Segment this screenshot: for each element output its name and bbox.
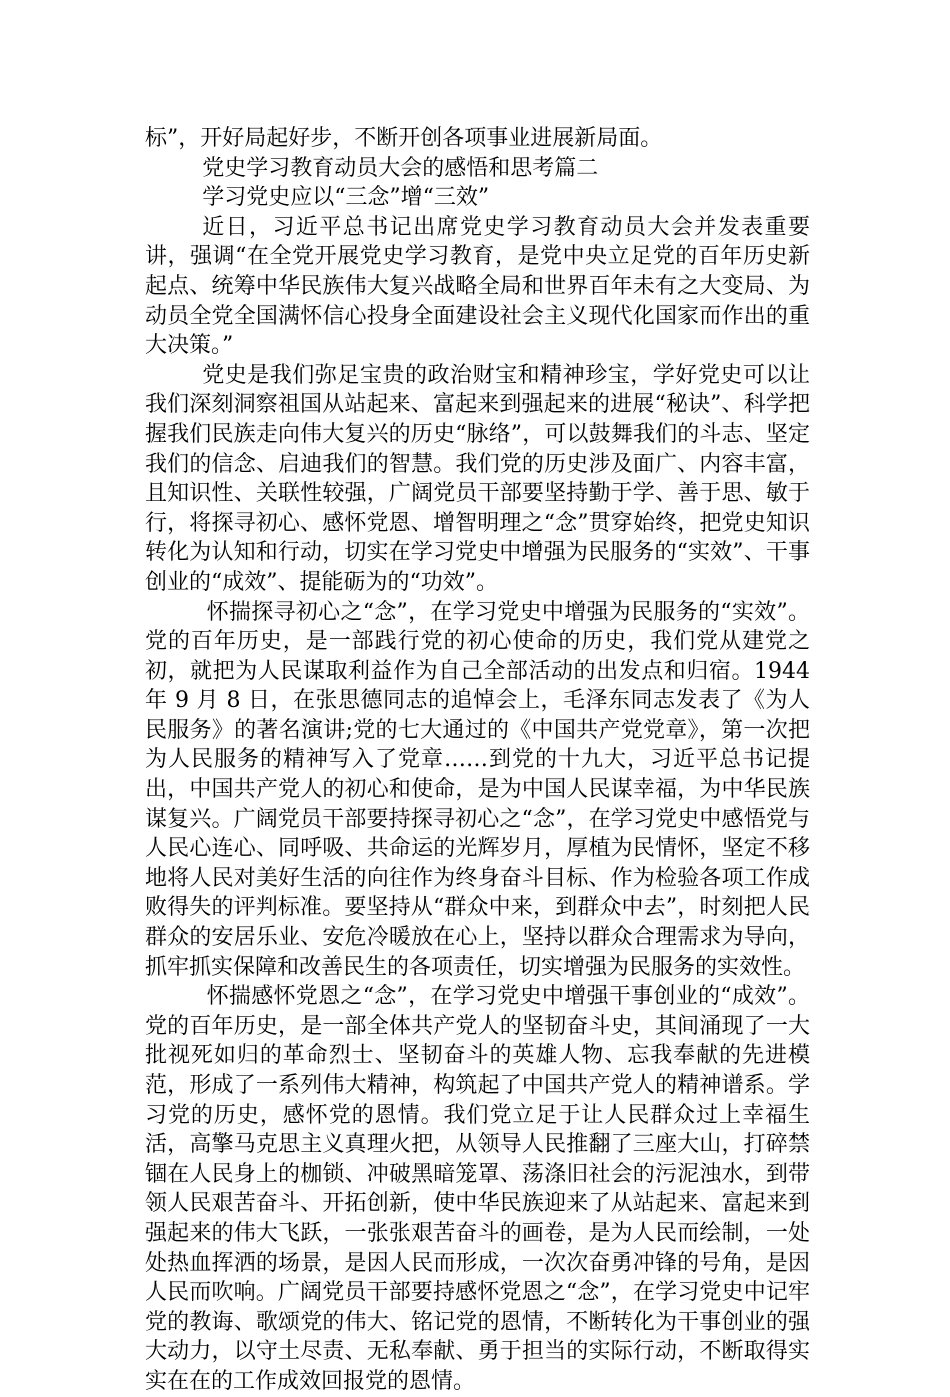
document-page: [145, 124, 810, 1397]
section-title: 党史学习教育动员大会的感悟和思考篇二: [202, 155, 599, 181]
continuation-paragraph: 标”，开好局起好步，不断开创各项事业进展新局面。: [145, 126, 663, 151]
body-paragraph: 党史是我们弥足宝贵的政治财宝和精神珍宝，学好党史可以让我们深刻洞察祖国从站起来、富起来到强起来的进展“秘诀”、科学把握我们民族走向伟大复兴的历史“脉络”，可以鼓舞我们的斗志、坚定我们的信念、启迪我们的智慧。我们党的历史涉及面广、内容丰富，且知识性、关联性较强，广阔党员干部要坚持勤于学、善于思、敏于行，将探寻初心、感怀党恩、增智明理之“念”贯穿始终，把党史知识转化为认知和行动，切实在学习党史中增强为民服务的“实效”、干事创业的“成效”、提能砺为的“功效”。: [145, 362, 810, 595]
body-paragraph: 怀揣探寻初心之“念”，在学习党史中增强为民服务的“实效”。党的百年历史，是一部践行党的初心使命的历史，我们党从建党之初，就把为人民谋取利益作为自己全部活动的出发点和归宿。1944 年 9 月 8 日，在张思德同志的追悼会上，毛泽东同志发表了《为人民服务》的著名演讲;党的七大通过的《中国共产党党章》，第一次把为人民服务的精神写入了党章……到党的十九大，习近平总书记提出，中国共产党人的初心和使命，是为中国人民谋幸福，为中华民族谋复兴。广阔党员干部要持探寻初心之“念”，在学习党史中感悟党与人民心连心、同呼吸、共命运的光辉岁月，厚植为民情怀，坚定不移地将人民对美好生活的向往作为终身奋斗目标、作为检验各项工作成败得失的评判标准。要坚持从“群众中来，到群众中去”，时刻把人民群众的安居乐业、安危冷暖放在心上，坚持以群众合理需求为导向，抓牢抓实保障和改善民生的各项责任，切实增强为民服务的实效性。: [145, 599, 810, 980]
body-paragraph: 近日，习近平总书记出席党史学习教育动员大会并发表重要讲，强调“在全党开展党史学习教育，是党中央立足党的百年历史新起点、统筹中华民族伟大复兴战略全局和世界百年未有之大变局、为动员全党全国满怀信心投身全面建设社会主义现代化国家而作出的重大决策。”: [145, 214, 810, 359]
body-paragraph: 怀揣感怀党恩之“念”，在学习党史中增强干事创业的“成效”。党的百年历史，是一部全体共产党人的坚韧奋斗史，其间涌现了一大批视死如归的革命烈士、坚韧奋斗的英雄人物、忘我奉献的先进模范，形成了一系列伟大精神，构筑起了中国共产党人的精神谱系。学习党的历史，感怀党的恩情。我们党立足于让人民群众过上幸福生活，高擎马克思主义真理火把，从领导人民推翻了三座大山，打碎禁锢在人民身上的枷锁、冲破黑暗笼罩、荡涤旧社会的污泥浊水，到带领人民艰苦奋斗、开拓创新，使中华民族迎来了从站起来、富起来到强起来的伟大飞跃，一张张艰苦奋斗的画卷，是为人民而绘制，一处处热血挥洒的场景，是因人民而形成，一次次奋勇冲锋的号角，是因人民而吹响。广阔党员干部要持感怀党恩之“念”，在学习党史中记牢党的教诲、歌颂党的伟大、铭记党的恩情，不断转化为干事创业的强大动力，以守土尽责、无私奉献、勇于担当的实际行动，不断取得实实在在的工作成效回报党的恩情。: [145, 984, 810, 1394]
article-title: 学习党史应以“三念”增“三效”: [202, 185, 490, 211]
